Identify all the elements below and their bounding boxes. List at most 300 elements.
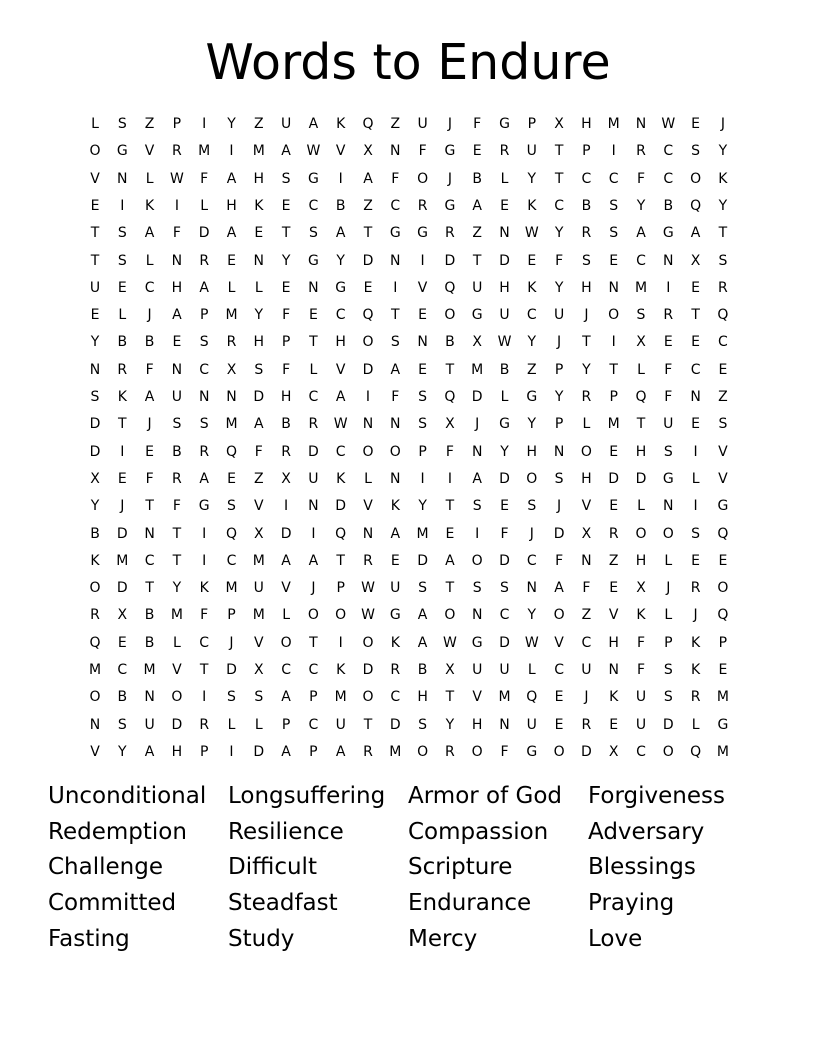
grid-letter[interactable]: D (471, 389, 483, 405)
grid-letter[interactable]: O (417, 170, 429, 187)
grid-letter[interactable]: V (718, 443, 728, 460)
grid-letter[interactable]: A (144, 389, 155, 405)
grid-letter[interactable]: L (172, 634, 181, 651)
grid-letter[interactable]: F (282, 361, 291, 378)
grid-letter[interactable]: E (90, 197, 100, 214)
grid-letter[interactable]: Q (335, 525, 347, 542)
grid-letter[interactable]: T (90, 225, 100, 242)
grid-letter[interactable]: T (718, 225, 728, 242)
grid-letter[interactable]: P (554, 416, 564, 433)
grid-letter[interactable]: J (557, 498, 562, 515)
grid-letter[interactable]: K (336, 662, 346, 678)
grid-letter[interactable]: C (526, 552, 537, 569)
grid-letter[interactable]: E (281, 197, 291, 214)
grid-letter[interactable]: Q (444, 279, 456, 296)
grid-letter[interactable]: G (526, 389, 538, 405)
grid-letter[interactable]: G (198, 498, 210, 515)
grid-letter[interactable]: R (581, 225, 592, 242)
grid-letter[interactable]: C (390, 689, 401, 706)
grid-letter[interactable]: Y (254, 307, 264, 324)
grid-letter[interactable]: G (116, 143, 128, 160)
grid-letter[interactable]: A (472, 470, 482, 487)
grid-letter[interactable]: L (500, 389, 509, 405)
grid-letter[interactable]: A (554, 580, 564, 597)
grid-letter[interactable]: E (254, 225, 264, 242)
grid-letter[interactable]: A (335, 389, 346, 405)
grid-letter[interactable]: E (554, 689, 564, 706)
grid-letter[interactable]: D (553, 525, 565, 542)
grid-letter[interactable]: A (226, 225, 237, 242)
grid-letter[interactable]: V (335, 143, 346, 160)
grid-letter[interactable]: I (202, 525, 207, 542)
grid-letter[interactable]: U (280, 116, 292, 132)
grid-letter[interactable]: S (227, 498, 236, 515)
grid-letter[interactable]: R (417, 197, 428, 214)
grid-letter[interactable]: O (526, 470, 538, 487)
grid-letter[interactable]: O (662, 743, 674, 760)
grid-letter[interactable]: O (608, 307, 620, 324)
grid-letter[interactable]: D (581, 743, 592, 760)
grid-letter[interactable]: P (527, 116, 537, 132)
grid-letter[interactable]: T (445, 498, 455, 515)
grid-letter[interactable]: W (169, 170, 184, 187)
grid-letter[interactable]: W (497, 334, 512, 351)
grid-letter[interactable]: R (226, 334, 237, 351)
grid-letter[interactable]: N (663, 252, 674, 269)
grid-letter[interactable]: P (664, 634, 673, 651)
grid-letter[interactable]: B (417, 662, 428, 678)
grid-letter[interactable]: F (555, 252, 564, 269)
grid-letter[interactable]: R (281, 443, 291, 460)
grid-letter[interactable]: E (308, 307, 318, 324)
grid-letter[interactable]: F (282, 307, 291, 324)
grid-letter[interactable]: K (390, 634, 400, 651)
grid-letter[interactable]: C (308, 197, 319, 214)
grid-letter[interactable]: D (635, 470, 647, 487)
grid-letter[interactable]: F (664, 361, 673, 378)
grid-letter[interactable]: T (309, 334, 318, 351)
grid-letter[interactable]: E (609, 580, 619, 597)
grid-letter[interactable]: G (389, 225, 401, 242)
grid-letter[interactable]: F (391, 389, 400, 405)
grid-letter[interactable]: X (608, 743, 619, 760)
grid-letter[interactable]: M (607, 116, 620, 132)
grid-letter[interactable]: I (174, 197, 179, 214)
grid-letter[interactable]: A (172, 307, 182, 324)
grid-letter[interactable]: S (418, 416, 428, 433)
grid-letter[interactable]: I (311, 525, 316, 542)
grid-letter[interactable]: N (471, 443, 483, 460)
grid-letter[interactable]: M (88, 662, 102, 678)
grid-letter[interactable]: L (582, 416, 591, 433)
grid-letter[interactable]: R (90, 607, 100, 624)
grid-letter[interactable]: H (171, 279, 183, 296)
grid-letter[interactable]: U (335, 716, 346, 733)
grid-letter[interactable]: Y (500, 443, 509, 460)
grid-letter[interactable]: E (691, 116, 701, 132)
grid-letter[interactable]: F (200, 607, 209, 624)
grid-letter[interactable]: O (471, 552, 483, 569)
grid-letter[interactable]: S (227, 689, 236, 706)
grid-letter[interactable]: T (90, 252, 100, 269)
grid-letter[interactable]: W (524, 225, 539, 242)
grid-letter[interactable]: E (418, 361, 428, 378)
grid-letter[interactable]: X (226, 361, 237, 378)
grid-letter[interactable]: F (172, 225, 181, 242)
grid-letter[interactable]: U (253, 580, 264, 597)
grid-letter[interactable]: N (171, 361, 183, 378)
grid-letter[interactable]: G (526, 743, 538, 760)
grid-letter[interactable]: U (472, 662, 483, 678)
grid-letter[interactable]: T (145, 498, 154, 515)
grid-letter[interactable]: N (608, 662, 619, 678)
grid-letter[interactable]: V (254, 498, 264, 515)
grid-letter[interactable]: N (362, 416, 374, 433)
grid-letter[interactable]: H (171, 743, 183, 760)
grid-letter[interactable]: O (662, 525, 674, 542)
grid-letter[interactable]: N (226, 389, 237, 405)
grid-letter[interactable]: S (117, 225, 127, 242)
grid-letter[interactable]: P (336, 580, 345, 597)
grid-letter[interactable]: D (662, 716, 674, 733)
grid-letter[interactable]: E (390, 552, 400, 569)
grid-letter[interactable]: D (362, 361, 374, 378)
grid-letter[interactable]: P (309, 743, 318, 760)
grid-letter[interactable]: E (117, 634, 127, 651)
grid-letter[interactable]: L (254, 716, 263, 733)
grid-letter[interactable]: U (663, 416, 674, 433)
grid-letter[interactable]: J (475, 416, 480, 433)
grid-letter[interactable]: D (116, 580, 128, 597)
grid-letter[interactable]: L (691, 470, 700, 487)
grid-letter[interactable]: R (608, 525, 619, 542)
grid-letter[interactable]: D (499, 552, 510, 569)
grid-letter[interactable]: Z (527, 361, 537, 378)
grid-letter[interactable]: A (335, 743, 346, 760)
grid-letter[interactable]: E (691, 552, 701, 569)
grid-letter[interactable]: L (664, 552, 673, 569)
grid-letter[interactable]: U (499, 662, 510, 678)
grid-letter[interactable]: V (417, 279, 428, 296)
grid-letter[interactable]: I (120, 443, 125, 460)
grid-letter[interactable]: O (280, 634, 292, 651)
grid-letter[interactable]: I (365, 389, 371, 405)
grid-letter[interactable]: Y (582, 361, 591, 378)
grid-letter[interactable]: T (636, 416, 646, 433)
grid-letter[interactable]: O (89, 580, 101, 597)
grid-letter[interactable]: C (554, 197, 564, 214)
grid-letter[interactable]: C (499, 607, 510, 624)
grid-letter[interactable]: G (662, 470, 674, 487)
grid-letter[interactable]: X (445, 416, 455, 433)
grid-letter[interactable]: S (663, 689, 673, 706)
grid-letter[interactable]: F (200, 170, 209, 187)
grid-letter[interactable]: S (308, 225, 318, 242)
grid-letter[interactable]: L (309, 361, 318, 378)
grid-letter[interactable]: S (609, 197, 619, 214)
grid-letter[interactable]: Z (608, 552, 619, 569)
grid-letter[interactable]: S (691, 525, 701, 542)
grid-letter[interactable]: J (447, 116, 452, 132)
grid-letter[interactable]: G (471, 634, 483, 651)
grid-letter[interactable]: Q (690, 197, 702, 214)
grid-letter[interactable]: P (227, 607, 236, 624)
grid-letter[interactable]: S (718, 252, 728, 269)
grid-letter[interactable]: K (199, 580, 209, 597)
grid-letter[interactable]: P (554, 361, 564, 378)
grid-letter[interactable]: O (362, 443, 374, 460)
grid-letter[interactable]: N (526, 580, 538, 597)
grid-letter[interactable]: V (472, 689, 482, 706)
grid-letter[interactable]: S (199, 334, 209, 351)
grid-letter[interactable]: W (361, 607, 375, 624)
grid-letter[interactable]: B (144, 634, 155, 651)
grid-letter[interactable]: V (608, 607, 619, 624)
grid-letter[interactable]: O (89, 143, 101, 160)
grid-letter[interactable]: K (691, 662, 701, 678)
grid-letter[interactable]: I (420, 252, 425, 269)
grid-letter[interactable]: T (582, 334, 591, 351)
grid-letter[interactable]: C (199, 361, 210, 378)
grid-letter[interactable]: E (691, 334, 701, 351)
grid-letter[interactable]: E (227, 470, 236, 487)
grid-letter[interactable]: C (581, 634, 592, 651)
grid-letter[interactable]: I (229, 743, 234, 760)
grid-letter[interactable]: N (553, 443, 565, 460)
grid-letter[interactable]: R (199, 443, 210, 460)
grid-letter[interactable]: F (145, 470, 154, 487)
grid-letter[interactable]: E (363, 279, 373, 296)
grid-letter[interactable]: E (527, 252, 537, 269)
grid-letter[interactable]: S (472, 580, 482, 597)
grid-letter[interactable]: N (635, 116, 647, 132)
grid-letter[interactable]: A (199, 470, 209, 487)
grid-letter[interactable]: N (390, 416, 401, 433)
grid-letter[interactable]: S (254, 689, 264, 706)
grid-letter[interactable]: A (281, 552, 291, 569)
grid-letter[interactable]: I (284, 498, 289, 515)
grid-letter[interactable]: D (116, 525, 128, 542)
grid-letter[interactable]: F (254, 443, 263, 460)
grid-letter[interactable]: A (254, 416, 264, 433)
grid-letter[interactable]: C (526, 307, 537, 324)
grid-letter[interactable]: P (418, 443, 427, 460)
grid-letter[interactable]: M (607, 416, 620, 433)
grid-letter[interactable]: K (718, 170, 728, 187)
grid-letter[interactable]: H (280, 389, 292, 405)
grid-letter[interactable]: Q (89, 634, 101, 651)
grid-letter[interactable]: H (635, 443, 647, 460)
grid-letter[interactable]: X (90, 470, 100, 487)
grid-letter[interactable]: I (393, 279, 398, 296)
grid-letter[interactable]: N (117, 170, 128, 187)
grid-letter[interactable]: P (199, 307, 209, 324)
grid-letter[interactable]: L (91, 116, 99, 132)
grid-letter[interactable]: R (390, 662, 401, 678)
grid-letter[interactable]: L (145, 170, 154, 187)
grid-letter[interactable]: X (636, 334, 646, 351)
grid-letter[interactable]: K (254, 197, 264, 214)
grid-letter[interactable]: A (472, 197, 482, 214)
grid-letter[interactable]: G (444, 197, 456, 214)
grid-letter[interactable]: Q (717, 307, 729, 324)
grid-letter[interactable]: E (418, 307, 428, 324)
grid-letter[interactable]: H (581, 470, 592, 487)
grid-letter[interactable]: A (417, 607, 428, 624)
grid-letter[interactable]: M (716, 743, 729, 760)
grid-letter[interactable]: D (253, 743, 265, 760)
grid-letter[interactable]: V (254, 634, 264, 651)
grid-letter[interactable]: E (691, 279, 701, 296)
grid-letter[interactable]: S (199, 416, 209, 433)
grid-letter[interactable]: Q (526, 689, 538, 706)
grid-letter[interactable]: Y (336, 252, 345, 269)
grid-letter[interactable]: R (581, 389, 592, 405)
grid-letter[interactable]: O (389, 443, 401, 460)
grid-letter[interactable]: I (611, 334, 616, 351)
grid-letter[interactable]: C (199, 634, 210, 651)
grid-letter[interactable]: A (390, 361, 401, 378)
grid-letter[interactable]: Y (718, 143, 728, 160)
grid-letter[interactable]: K (90, 552, 100, 569)
grid-letter[interactable]: L (691, 716, 700, 733)
grid-letter[interactable]: B (335, 197, 346, 214)
grid-letter[interactable]: J (529, 525, 534, 542)
grid-letter[interactable]: W (306, 143, 321, 160)
grid-letter[interactable]: J (557, 334, 562, 351)
grid-letter[interactable]: C (581, 170, 592, 187)
grid-letter[interactable]: R (690, 689, 701, 706)
grid-letter[interactable]: Z (581, 607, 592, 624)
grid-letter[interactable]: O (553, 743, 565, 760)
grid-letter[interactable]: R (172, 143, 182, 160)
grid-letter[interactable]: I (202, 552, 207, 569)
grid-letter[interactable]: E (609, 443, 619, 460)
grid-letter[interactable]: E (663, 334, 673, 351)
grid-letter[interactable]: U (581, 662, 592, 678)
grid-letter[interactable]: B (144, 607, 155, 624)
grid-letter[interactable]: C (226, 552, 237, 569)
grid-letter[interactable]: H (335, 334, 346, 351)
grid-letter[interactable]: C (390, 197, 401, 214)
grid-letter[interactable]: Z (472, 225, 482, 242)
grid-letter[interactable]: N (253, 252, 265, 269)
grid-letter[interactable]: F (145, 361, 154, 378)
grid-letter[interactable]: R (718, 279, 728, 296)
grid-letter[interactable]: E (227, 252, 236, 269)
grid-letter[interactable]: V (172, 662, 182, 678)
grid-letter[interactable]: M (143, 662, 156, 678)
grid-letter[interactable]: G (335, 279, 347, 296)
grid-letter[interactable]: M (498, 689, 511, 706)
grid-letter[interactable]: X (281, 470, 291, 487)
grid-letter[interactable]: U (417, 116, 428, 132)
grid-letter[interactable]: B (499, 361, 510, 378)
grid-letter[interactable]: L (227, 279, 236, 296)
grid-letter[interactable]: S (527, 498, 537, 515)
grid-letter[interactable]: X (254, 662, 264, 678)
grid-letter[interactable]: R (199, 716, 210, 733)
grid-letter[interactable]: L (145, 252, 154, 269)
grid-letter[interactable]: A (144, 225, 155, 242)
grid-letter[interactable]: H (635, 552, 647, 569)
grid-letter[interactable]: N (663, 498, 674, 515)
grid-letter[interactable]: F (418, 143, 427, 160)
grid-letter[interactable]: A (308, 116, 319, 132)
grid-letter[interactable]: T (172, 525, 182, 542)
grid-letter[interactable]: V (335, 361, 346, 378)
grid-letter[interactable]: D (362, 662, 374, 678)
grid-letter[interactable]: J (584, 689, 589, 706)
grid-letter[interactable]: T (199, 662, 209, 678)
grid-letter[interactable]: S (472, 498, 482, 515)
grid-letter[interactable]: L (282, 607, 290, 624)
grid-letter[interactable]: E (609, 252, 619, 269)
grid-letter[interactable]: S (254, 361, 264, 378)
grid-letter[interactable]: O (717, 580, 729, 597)
grid-letter[interactable]: L (527, 662, 536, 678)
grid-letter[interactable]: F (500, 525, 509, 542)
grid-letter[interactable]: L (254, 279, 263, 296)
grid-letter[interactable]: C (554, 662, 564, 678)
grid-letter[interactable]: Q (362, 307, 374, 324)
grid-letter[interactable]: Y (718, 197, 728, 214)
grid-letter[interactable]: B (117, 334, 128, 351)
grid-letter[interactable]: M (634, 279, 648, 296)
grid-letter[interactable]: U (553, 307, 565, 324)
grid-letter[interactable]: A (308, 552, 319, 569)
grid-letter[interactable]: S (609, 225, 619, 242)
grid-letter[interactable]: S (117, 716, 127, 733)
grid-letter[interactable]: S (581, 252, 591, 269)
grid-letter[interactable]: I (338, 170, 343, 187)
grid-letter[interactable]: O (553, 607, 565, 624)
grid-letter[interactable]: B (144, 334, 155, 351)
grid-letter[interactable]: I (693, 498, 698, 515)
grid-letter[interactable]: Y (227, 116, 236, 132)
grid-letter[interactable]: F (473, 116, 482, 132)
grid-letter[interactable]: A (335, 225, 346, 242)
grid-letter[interactable]: M (170, 607, 183, 624)
grid-letter[interactable]: D (608, 470, 620, 487)
grid-letter[interactable]: T (145, 580, 154, 597)
grid-letter[interactable]: D (362, 252, 374, 269)
grid-letter[interactable]: S (390, 334, 400, 351)
grid-letter[interactable]: G (471, 307, 483, 324)
grid-letter[interactable]: I (447, 470, 452, 487)
grid-letter[interactable]: N (89, 361, 101, 378)
grid-letter[interactable]: I (202, 689, 207, 706)
grid-letter[interactable]: E (691, 416, 701, 433)
grid-letter[interactable]: X (472, 334, 482, 351)
grid-letter[interactable]: K (691, 634, 701, 651)
grid-letter[interactable]: M (389, 743, 402, 760)
grid-letter[interactable]: G (499, 116, 510, 132)
grid-letter[interactable]: G (717, 716, 729, 733)
grid-letter[interactable]: G (307, 252, 319, 269)
grid-letter[interactable]: Y (636, 197, 646, 214)
grid-letter[interactable]: O (171, 689, 183, 706)
grid-letter[interactable]: C (308, 716, 319, 733)
grid-letter[interactable]: F (636, 662, 646, 678)
grid-letter[interactable]: H (417, 689, 428, 706)
grid-letter[interactable]: B (117, 689, 128, 706)
grid-letter[interactable]: V (281, 580, 291, 597)
grid-letter[interactable]: N (308, 498, 319, 515)
grid-letter[interactable]: G (662, 225, 674, 242)
grid-letter[interactable]: H (526, 443, 538, 460)
grid-letter[interactable]: Y (527, 607, 537, 624)
